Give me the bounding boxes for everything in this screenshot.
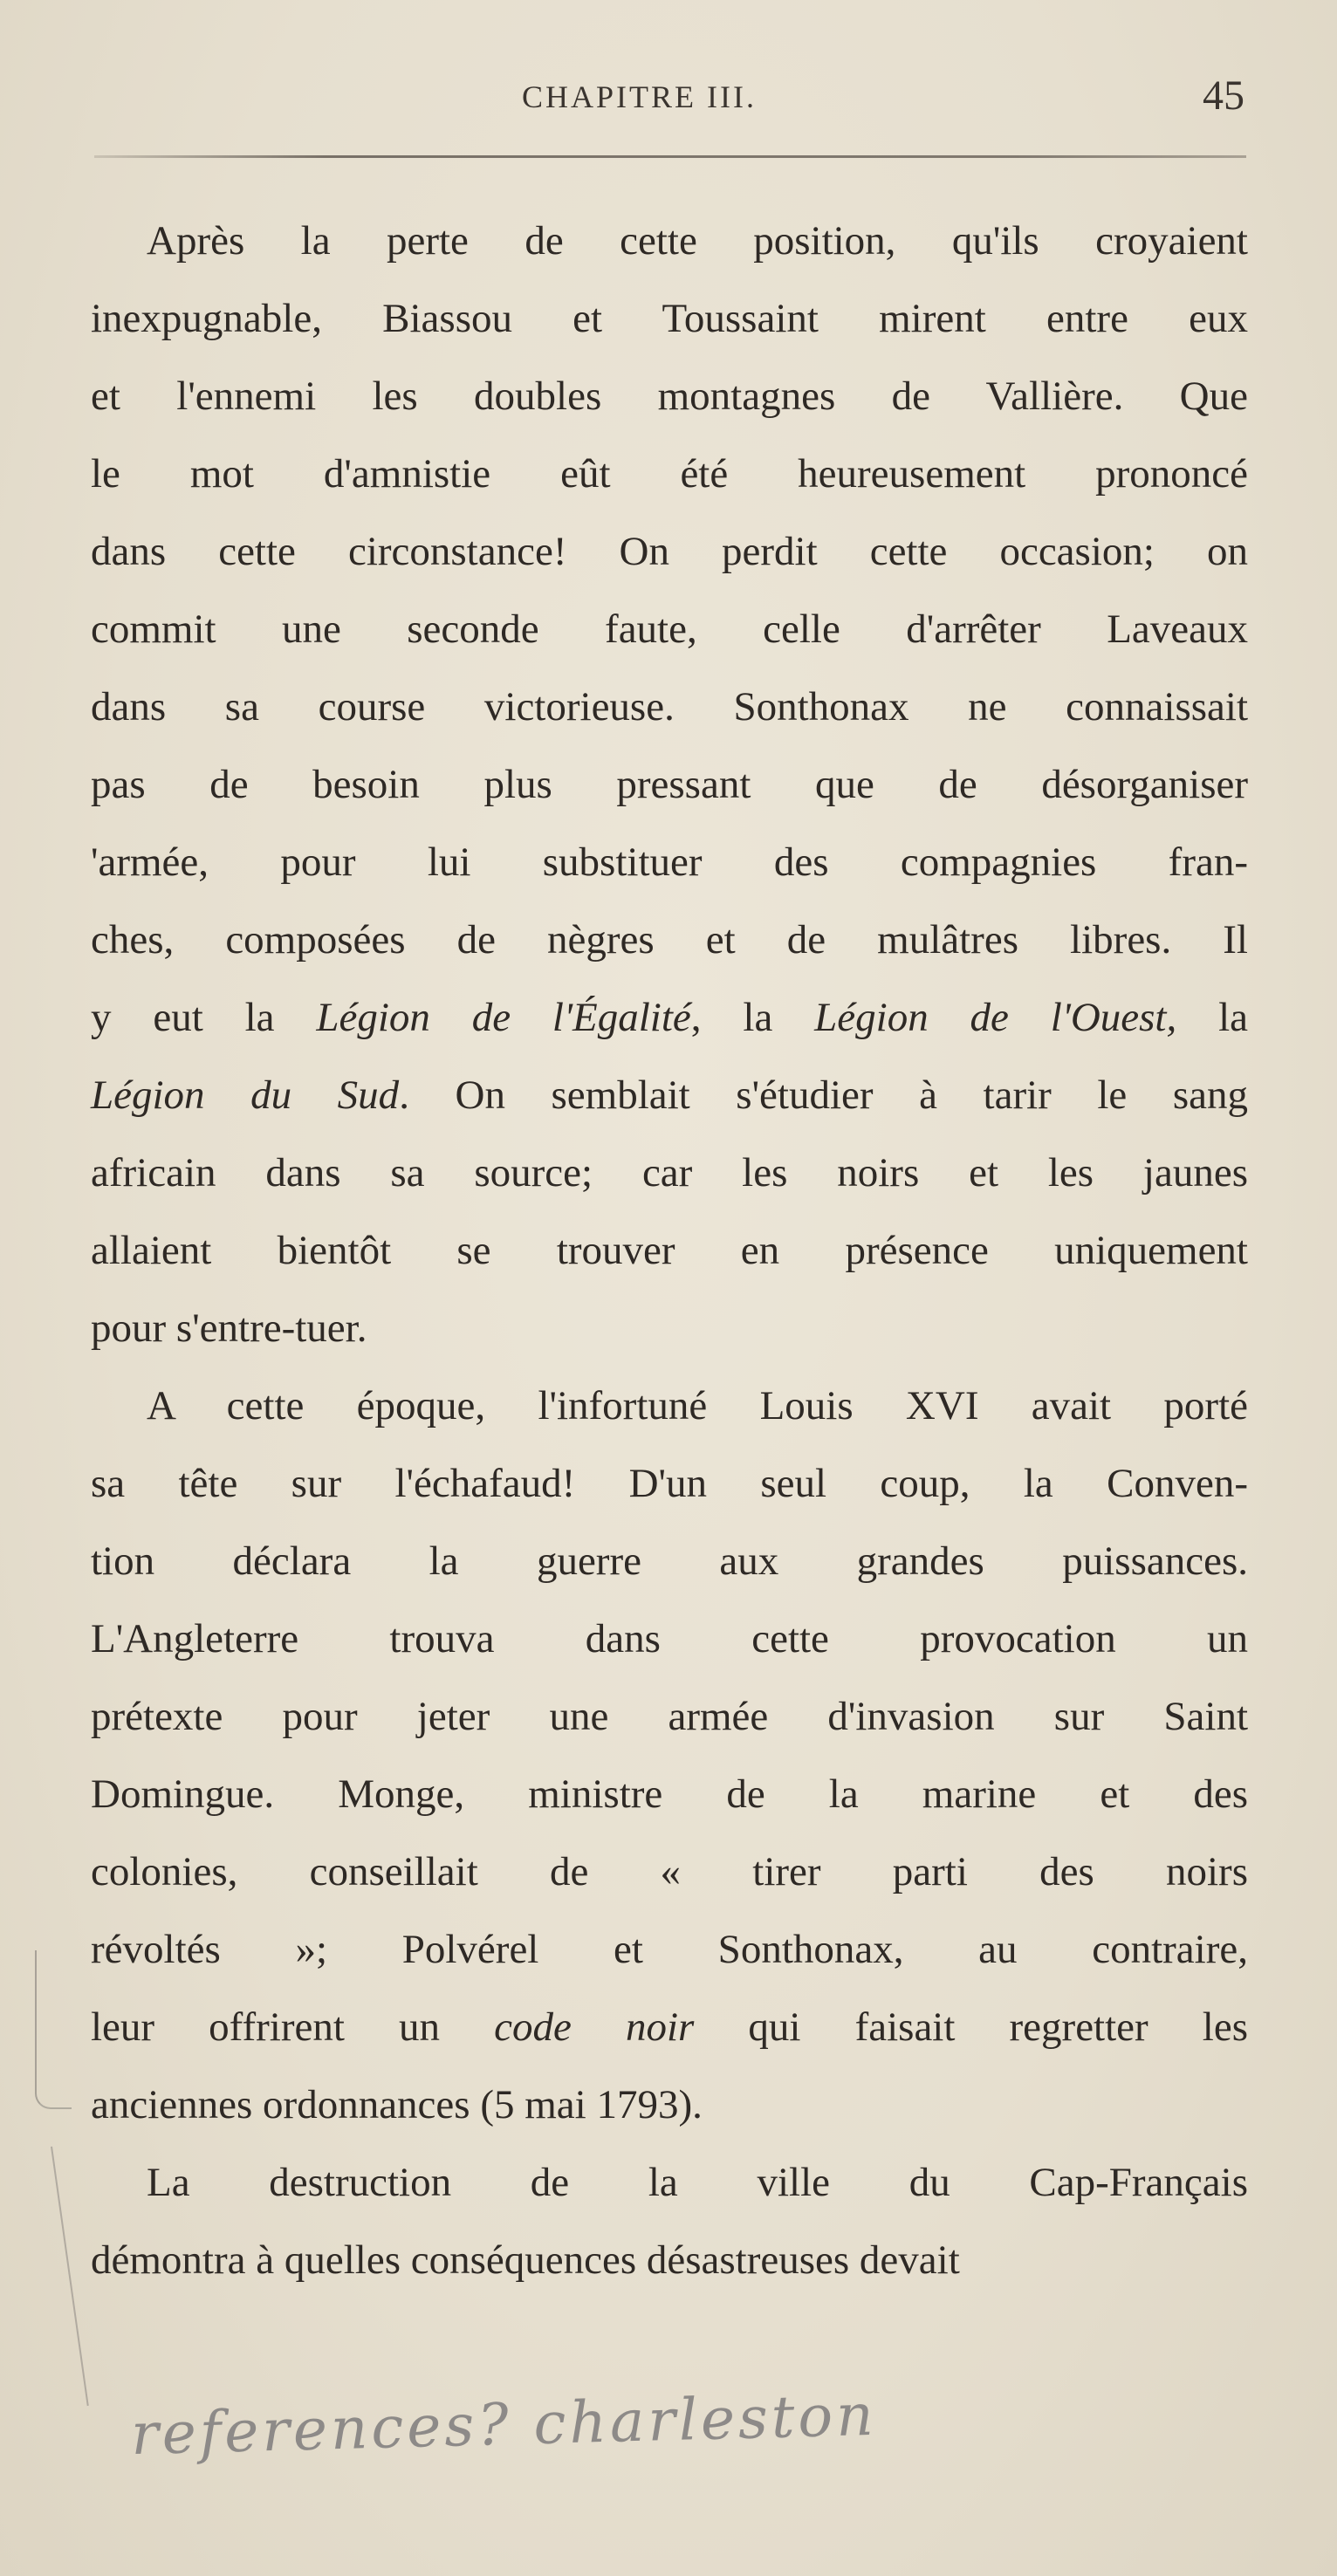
handwritten-note xyxy=(130,2381,877,2468)
text-line xyxy=(91,1756,1248,1833)
text-segment: prétexte pour jeter une armée d'invasion sur Saint xyxy=(91,1694,1248,1739)
text-line xyxy=(91,1212,1248,1290)
text-segment: y eut la xyxy=(91,995,317,1040)
text-segment: A cette époque, l'infortuné Louis XVI avait porté xyxy=(147,1383,1248,1428)
text-segment: pour s'entre-tuer. xyxy=(91,1305,367,1351)
text-segment: Domingue. Monge, ministre de la marine et des xyxy=(91,1771,1248,1817)
text-line xyxy=(91,1678,1248,1756)
text-line xyxy=(91,1523,1248,1600)
pencil-margin-line xyxy=(51,2147,89,2406)
text-segment: africain dans sa source; car les noirs et les jaunes xyxy=(91,1150,1248,1196)
text-line xyxy=(91,1600,1248,1678)
body-text xyxy=(91,202,1248,2299)
text-segment: , la xyxy=(690,995,815,1040)
text-segment: L'Angleterre trouva dans cette provocation un xyxy=(91,1616,1248,1661)
text-segment: commit une seconde faute, celle d'arrêter Laveaux xyxy=(91,606,1248,652)
text-line xyxy=(91,979,1248,1057)
text-segment: colonies, conseillait de « tirer parti des noirs xyxy=(91,1849,1248,1894)
text-segment: 'armée, pour lui substituer des compagnies fran- xyxy=(91,839,1248,885)
text-segment: le mot d'amnistie eût été heureusement prononcé xyxy=(91,451,1248,497)
text-segment: qui faisait regretter les xyxy=(694,2004,1248,2050)
text-segment: La destruction de la ville du Cap-Français xyxy=(147,2160,1248,2205)
text-segment: sa tête sur l'échafaud! D'un seul coup, la Conven- xyxy=(91,1461,1248,1506)
text-line xyxy=(91,1290,1248,1367)
text-line xyxy=(91,1833,1248,1911)
running-title: CHAPITRE III. xyxy=(522,79,757,114)
text-segment: inexpugnable, Biassou et Toussaint mirent entre eux xyxy=(91,296,1248,341)
pencil-margin-bracket xyxy=(35,1950,72,2109)
text-segment: et l'ennemi les doubles montagnes de Vallière. Que xyxy=(91,373,1248,419)
italic-text-segment: code noir xyxy=(494,2004,695,2050)
text-line xyxy=(91,202,1248,280)
text-segment: dans cette circonstance! On perdit cette occasion; on xyxy=(91,529,1248,574)
header-rule xyxy=(94,155,1246,158)
italic-text-segment: Légion de l'Égalité xyxy=(316,995,691,1040)
italic-text-segment: Légion du Sud xyxy=(91,1072,400,1118)
page-header xyxy=(94,72,1244,124)
text-line xyxy=(91,824,1248,901)
text-line xyxy=(91,513,1248,591)
text-line xyxy=(91,435,1248,513)
text-line xyxy=(91,2222,1248,2299)
text-segment: allaient bientôt se trouver en présence uniquement xyxy=(91,1228,1248,1273)
text-line xyxy=(91,1989,1248,2066)
text-segment: leur offrirent un xyxy=(91,2004,495,2050)
text-line xyxy=(91,2066,1248,2144)
text-segment: la xyxy=(1176,995,1249,1040)
page-number: 45 xyxy=(1203,72,1244,119)
text-segment: démontra à quelles conséquences désastreuses devait xyxy=(91,2237,960,2283)
text-line xyxy=(91,280,1248,358)
text-line xyxy=(91,668,1248,746)
text-line xyxy=(91,591,1248,668)
text-segment: anciennes ordonnances (5 mai 1793). xyxy=(91,2082,703,2127)
text-line xyxy=(91,2144,1248,2222)
text-segment: ches, composées de nègres et de mulâtres libres. Il xyxy=(91,917,1248,963)
text-segment: dans sa course victorieuse. Sonthonax ne connaissait xyxy=(91,684,1248,730)
text-segment: pas de besoin plus pressant que de désorganiser xyxy=(91,762,1248,807)
text-segment: révoltés »; Polvérel et Sonthonax, au contraire, xyxy=(91,1927,1248,1972)
handwritten-note-text: references? charleston xyxy=(130,2381,878,2469)
text-line xyxy=(91,358,1248,435)
text-segment: Après la perte de cette position, qu'ils croyaient xyxy=(147,218,1248,264)
text-line xyxy=(91,1367,1248,1445)
text-line xyxy=(91,1057,1248,1134)
text-line xyxy=(91,746,1248,824)
text-line xyxy=(91,901,1248,979)
text-line xyxy=(91,1134,1248,1212)
italic-text-segment: Légion de l'Ouest, xyxy=(814,995,1177,1040)
text-line xyxy=(91,1911,1248,1989)
text-segment: tion déclara la guerre aux grandes puissances. xyxy=(91,1538,1248,1584)
text-line xyxy=(91,1445,1248,1523)
text-segment: . On semblait s'étudier à tarir le sang xyxy=(399,1072,1248,1118)
